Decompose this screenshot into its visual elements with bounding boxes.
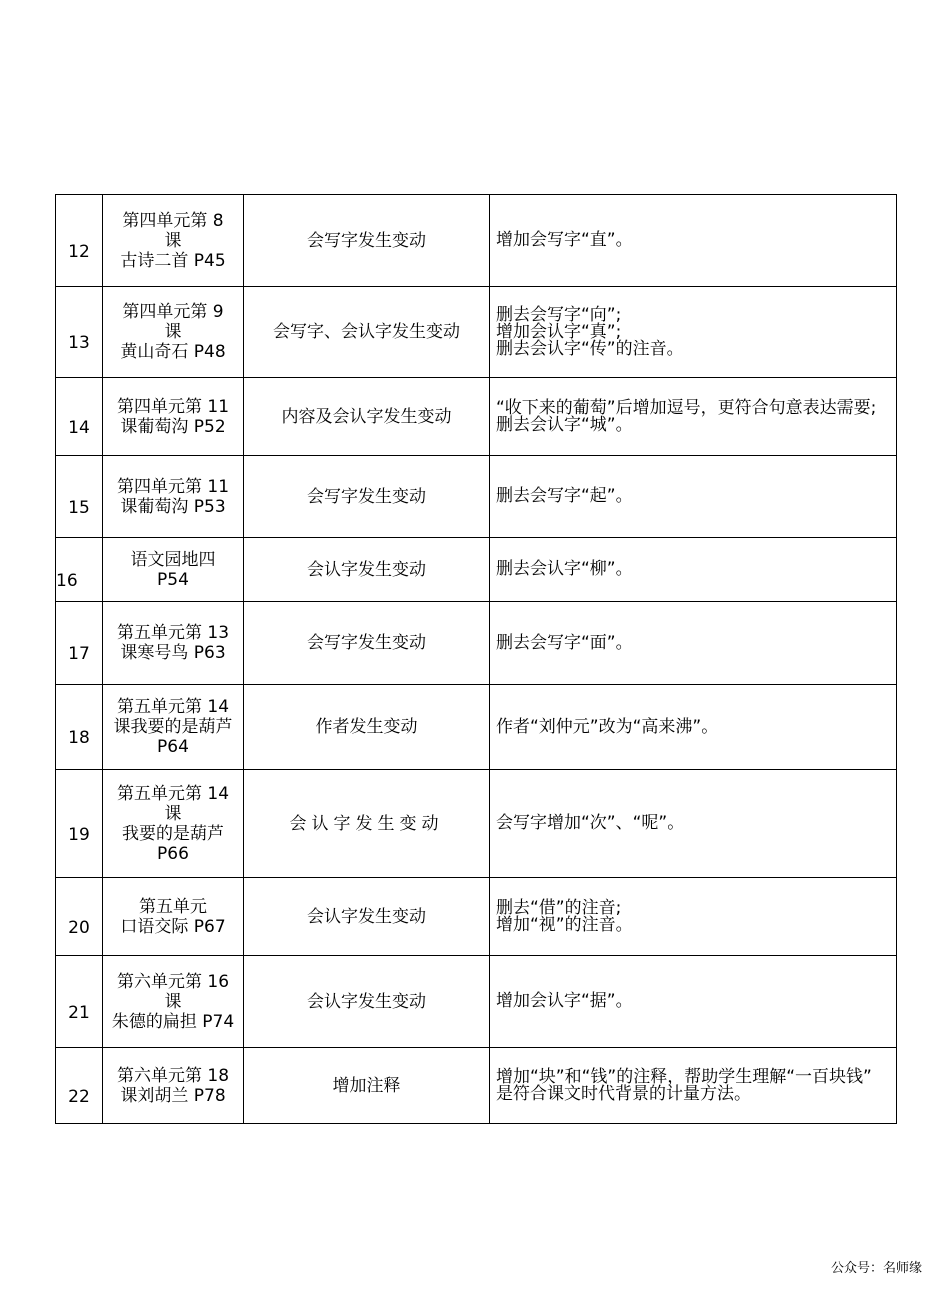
change-type-cell-text: 会认字发生变动 [307, 991, 426, 1012]
change-detail-cell-text: 增加会写字“直”。 [496, 230, 633, 250]
row-number-text: 17 [68, 644, 90, 664]
change-detail-cell [490, 287, 897, 378]
lesson-cell [103, 685, 244, 770]
row-number-text: 14 [68, 417, 90, 438]
change-detail-cell-text: 增加“块”和“钱”的注释，帮助学生理解“一百块钱” 是符合课文时代背景的计量方法。 [496, 1066, 872, 1104]
lesson-cell-text: 第五单元第 13 课寒号鸟 P63 [116, 623, 230, 663]
change-detail-cell-text: 删去“借”的注音; 增加“视”的注音。 [496, 897, 633, 935]
table-row [56, 685, 897, 770]
lesson-cell-text: 第六单元第 16 课 朱德的扁担 P74 [111, 971, 235, 1032]
change-type-cell-text: 作者发生变动 [315, 717, 418, 737]
change-detail-cell [490, 878, 897, 956]
change-detail-cell-text: 删去会写字“起”。 [496, 486, 633, 506]
row-number [56, 770, 103, 878]
row-number-text: 13 [68, 333, 90, 353]
change-type-cell [244, 378, 490, 456]
lesson-cell-text: 第五单元 口语交际 P67 [120, 896, 226, 937]
change-detail-cell [490, 538, 897, 602]
row-number [56, 685, 103, 770]
row-number [56, 456, 103, 538]
row-number [56, 878, 103, 956]
change-detail-cell [490, 685, 897, 770]
change-type-cell [244, 602, 490, 685]
change-detail-cell-text: 会写字增加“次”、“呢”。 [496, 813, 685, 833]
lesson-cell-text: 语文园地四 P54 [130, 549, 216, 590]
change-type-cell-text: 增加注释 [332, 1075, 401, 1096]
table-row [56, 770, 897, 878]
change-detail-cell-text: 增加会认字“据”。 [496, 991, 633, 1011]
change-detail-cell [490, 378, 897, 456]
row-number [56, 538, 103, 602]
change-type-cell [244, 287, 490, 378]
lesson-cell [103, 456, 244, 538]
lesson-cell-text: 第五单元第 14 课我要的是葫芦 P64 [113, 697, 233, 757]
row-number-text: 12 [68, 241, 90, 262]
change-detail-cell-text: 删去会写字“向”; 增加会认字“真”; 删去会认字“传”的注音。 [496, 304, 684, 359]
change-type-cell [244, 878, 490, 956]
lesson-cell [103, 287, 244, 378]
change-type-cell [244, 770, 490, 878]
change-type-cell-text: 会认字发生变动 [289, 813, 444, 834]
change-type-cell [244, 538, 490, 602]
change-detail-cell [490, 456, 897, 538]
table-row [56, 456, 897, 538]
footer-credit: 公众号：名师缘 [830, 1261, 922, 1276]
lesson-cell-text: 第四单元第 11 课葡萄沟 P53 [116, 476, 230, 517]
row-number [56, 378, 103, 456]
lesson-cell [103, 770, 244, 878]
lesson-cell [103, 1048, 244, 1124]
row-number-text: 19 [68, 824, 90, 845]
table-row [56, 602, 897, 685]
change-type-cell [244, 685, 490, 770]
table-row [56, 1048, 897, 1124]
change-type-cell-text: 会写字发生变动 [307, 486, 426, 507]
lesson-cell [103, 602, 244, 685]
change-detail-cell-text: “收下来的葡萄”后增加逗号，更符合句意表达需要; 删去会认字“城”。 [496, 397, 877, 435]
table-row [56, 195, 897, 287]
table-row [56, 956, 897, 1048]
change-type-cell-text: 会认字发生变动 [307, 906, 426, 927]
table-row [56, 287, 897, 378]
change-type-cell [244, 456, 490, 538]
change-detail-cell-text: 作者“刘仲元”改为“高来沸”。 [496, 716, 719, 737]
change-detail-cell [490, 770, 897, 878]
lesson-cell-text: 第五单元第 14 课 我要的是葫芦 P66 [116, 783, 230, 864]
change-type-cell-text: 会写字发生变动 [307, 633, 426, 653]
lesson-cell-text: 第四单元第 11 课葡萄沟 P52 [116, 396, 230, 437]
row-number [56, 287, 103, 378]
revision-table [55, 194, 897, 1124]
change-type-cell [244, 956, 490, 1048]
table-row [56, 378, 897, 456]
row-number-text: 20 [68, 917, 90, 938]
lesson-cell-text: 第四单元第 8 课 古诗二首 P45 [120, 210, 226, 271]
table-row [56, 538, 897, 602]
row-number [56, 1048, 103, 1124]
lesson-cell [103, 538, 244, 602]
lesson-cell [103, 878, 244, 956]
change-type-cell-text: 会写字、会认字发生变动 [273, 322, 460, 342]
row-number-text: 21 [68, 1002, 90, 1023]
row-number [56, 956, 103, 1048]
row-number-text: 22 [68, 1086, 90, 1107]
change-detail-cell [490, 602, 897, 685]
lesson-cell-text: 第六单元第 18 课刘胡兰 P78 [116, 1065, 230, 1106]
change-type-cell [244, 1048, 490, 1124]
row-number-text: 15 [68, 497, 90, 518]
lesson-cell [103, 378, 244, 456]
lesson-cell [103, 956, 244, 1048]
lesson-cell-text: 第四单元第 9 课 黄山奇石 P48 [120, 302, 226, 362]
change-detail-cell-text: 删去会写字“面”。 [496, 632, 633, 653]
change-detail-cell [490, 956, 897, 1048]
change-detail-cell [490, 195, 897, 287]
change-type-cell [244, 195, 490, 287]
change-type-cell-text: 会写字发生变动 [307, 230, 426, 251]
table-row [56, 878, 897, 956]
row-number-text: 16 [56, 570, 78, 591]
lesson-cell [103, 195, 244, 287]
row-number-text: 18 [68, 728, 90, 748]
change-type-cell-text: 内容及会认字发生变动 [281, 406, 452, 427]
row-number [56, 602, 103, 685]
change-detail-cell-text: 删去会认字“柳”。 [496, 559, 633, 579]
row-number [56, 195, 103, 287]
change-detail-cell [490, 1048, 897, 1124]
change-type-cell-text: 会认字发生变动 [307, 559, 426, 580]
